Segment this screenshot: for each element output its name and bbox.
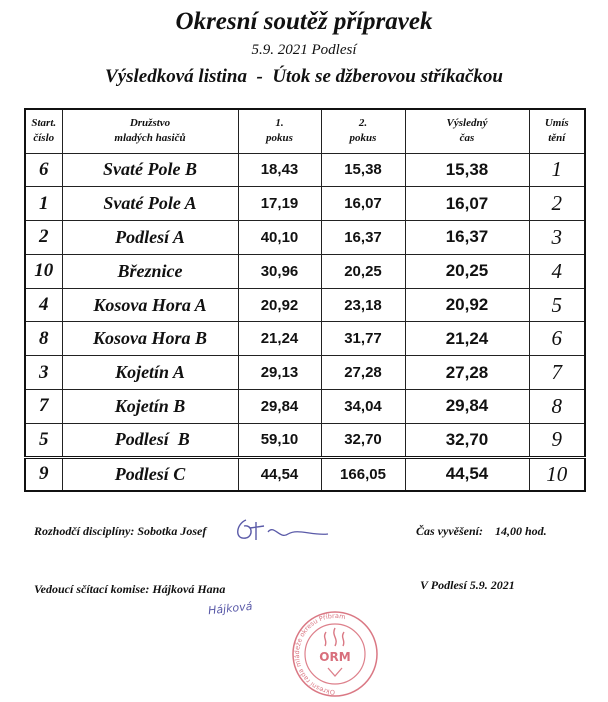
table-row [25,457,585,491]
attempt-1-time: 59,10 [238,423,321,457]
final-time: 15,38 [405,153,529,187]
table-row [25,221,585,255]
attempt-2-time: 34,04 [321,390,405,424]
start-number: 3 [25,356,62,390]
final-time: 32,70 [405,423,529,457]
final-time: 29,84 [405,390,529,424]
posted-time-label: Čas vyvěšení: [416,524,483,538]
svg-text:Okresní rada mládeže okresu Př: Okresní rada mládeže okresu Příbram [292,611,347,697]
date-place: 5.9. 2021 Podlesí [251,42,357,58]
final-time: 16,07 [405,187,529,221]
final-time: 27,28 [405,356,529,390]
final-time: 20,92 [405,288,529,322]
placement: 6 [529,322,585,356]
attempt-2-time: 16,37 [321,221,405,255]
team-name: Kosova Hora A [62,288,238,322]
placement: 8 [529,390,585,424]
placement: 2 [529,187,585,221]
judge-line: Rozhodčí disciplíny: Sobotka Josef [34,524,207,538]
start-number: 9 [25,457,62,491]
table-header-row [25,109,585,153]
table-row [25,153,585,187]
committee-line: Vedoucí sčítací komise: Hájková Hana [34,582,226,596]
judge-signature [232,514,332,546]
stamp-center-text: ORM [319,650,351,664]
attempt-2-time: 166,05 [321,457,405,491]
attempt-1-time: 29,84 [238,390,321,424]
results-table [24,108,586,492]
attempt-2-time: 15,38 [321,153,405,187]
attempt-2-time: 20,25 [321,254,405,288]
col-header-try2: 2. pokus [321,109,405,153]
place-date: V Podlesí 5.9. 2021 [420,578,515,592]
attempt-2-time: 23,18 [321,288,405,322]
placement: 3 [529,221,585,255]
col-header-team: Družstvo mladých hasičů [62,109,238,153]
start-number: 5 [25,423,62,457]
table-row [25,288,585,322]
attempt-2-time: 31,77 [321,322,405,356]
table-row [25,187,585,221]
table-row [25,423,585,457]
table-row [25,254,585,288]
final-time: 20,25 [405,254,529,288]
col-header-rank: Umís tění [529,109,585,153]
attempt-1-time: 29,13 [238,356,321,390]
start-number: 4 [25,288,62,322]
team-name: Podlesí B [62,423,238,457]
team-name: Březnice [62,254,238,288]
team-name: Podlesí C [62,457,238,491]
results-heading: Výsledková listina - Útok se džberovou stříkačkou [105,66,503,87]
start-number: 8 [25,322,62,356]
attempt-2-time: 32,70 [321,423,405,457]
table-row [25,390,585,424]
document-title: Okresní soutěž přípravek [175,8,433,35]
placement: 1 [529,153,585,187]
placement: 10 [529,457,585,491]
team-name: Kosova Hora B [62,322,238,356]
placement: 5 [529,288,585,322]
placement: 4 [529,254,585,288]
orm-stamp [288,610,382,698]
attempt-1-time: 40,10 [238,221,321,255]
start-number: 7 [25,390,62,424]
final-time: 44,54 [405,457,529,491]
start-number: 10 [25,254,62,288]
attempt-1-time: 17,19 [238,187,321,221]
team-name: Svaté Pole B [62,153,238,187]
team-name: Kojetín B [62,390,238,424]
team-name: Podlesí A [62,221,238,255]
table-row [25,322,585,356]
final-time: 21,24 [405,322,529,356]
attempt-1-time: 21,24 [238,322,321,356]
committee-signature: Hájková [207,599,253,618]
placement: 7 [529,356,585,390]
start-number: 2 [25,221,62,255]
col-header-start: Start. číslo [25,109,62,153]
attempt-1-time: 44,54 [238,457,321,491]
attempt-2-time: 16,07 [321,187,405,221]
team-name: Svaté Pole A [62,187,238,221]
final-time: 16,37 [405,221,529,255]
table-row [25,356,585,390]
team-name: Kojetín A [62,356,238,390]
attempt-1-time: 18,43 [238,153,321,187]
posted-time-line [416,524,547,539]
attempt-1-time: 30,96 [238,254,321,288]
col-header-try1: 1. pokus [238,109,321,153]
start-number: 1 [25,187,62,221]
col-header-final: Výsledný čas [405,109,529,153]
start-number: 6 [25,153,62,187]
posted-time-value: 14,00 hod. [494,524,547,538]
attempt-1-time: 20,92 [238,288,321,322]
attempt-2-time: 27,28 [321,356,405,390]
placement: 9 [529,423,585,457]
